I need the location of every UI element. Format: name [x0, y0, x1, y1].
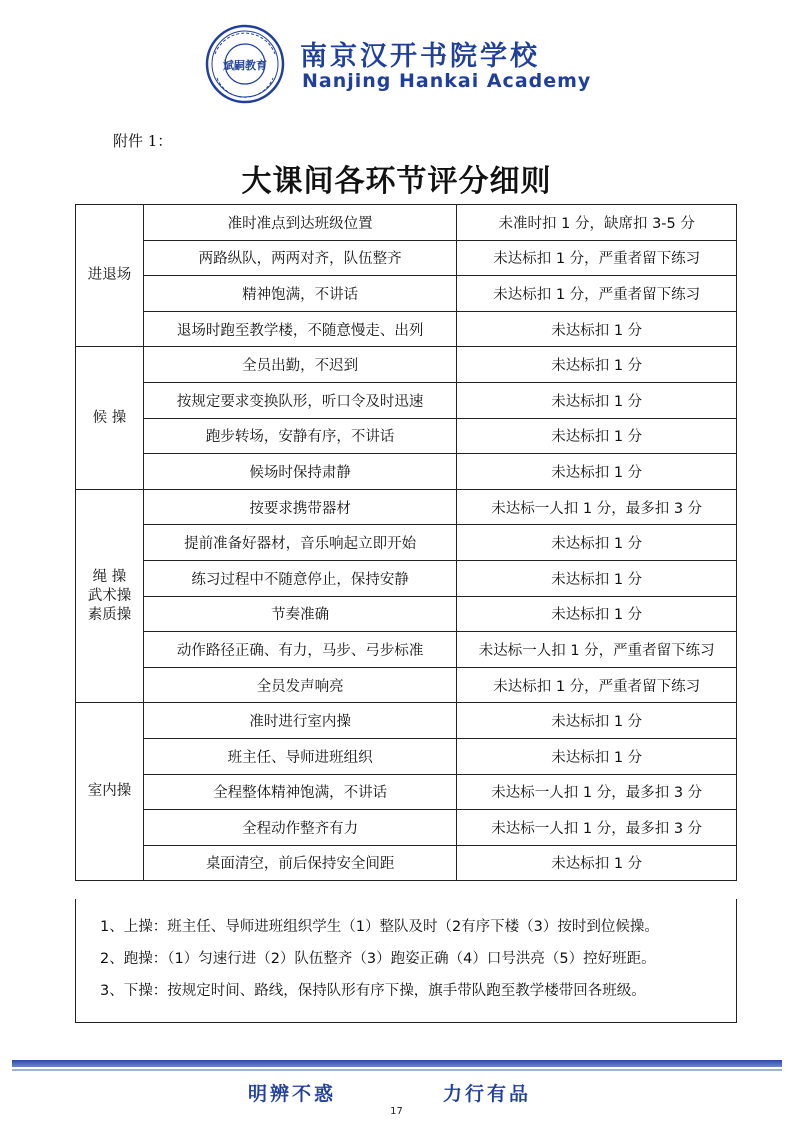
table-row — [76, 560, 737, 596]
deduction-cell: 未达标扣 1 分 — [457, 347, 737, 383]
criterion-cell: 提前准备好器材，音乐响起立即开始 — [143, 525, 457, 561]
category-cell: 进退场 — [76, 205, 144, 347]
criterion-cell: 桌面清空，前后保持安全间距 — [143, 845, 457, 881]
table-row — [76, 525, 737, 561]
deduction-cell: 未达标一人扣 1 分，最多扣 3 分 — [457, 774, 737, 810]
table-row — [76, 845, 737, 881]
deduction-cell: 未达标一人扣 1 分，最多扣 3 分 — [457, 489, 737, 525]
table-row — [76, 703, 737, 739]
category-cell: 室内操 — [76, 703, 144, 881]
table-row — [76, 418, 737, 454]
deduction-cell: 未达标扣 1 分 — [457, 454, 737, 490]
deduction-cell: 未达标扣 1 分 — [457, 311, 737, 347]
criterion-cell: 班主任、导师进班组织 — [143, 738, 457, 774]
footer-band-thin — [12, 1069, 782, 1071]
criterion-cell: 全程整体精神饱满，不讲话 — [143, 774, 457, 810]
category-line: 武术操 — [87, 587, 132, 604]
table-row — [76, 810, 737, 846]
note-line: 1、上操：班主任、导师进班组织学生（1）整队及时（2有序下楼（3）按时到位候操。 — [100, 919, 659, 935]
criterion-cell: 动作路径正确、有力，马步、弓步标准 — [143, 632, 457, 668]
document-title: 大课间各环节评分细则 — [241, 164, 552, 199]
deduction-cell: 未达标扣 1 分 — [457, 418, 737, 454]
deduction-cell: 未达标扣 1 分 — [457, 738, 737, 774]
deduction-cell: 未达标一人扣 1 分，最多扣 3 分 — [457, 810, 737, 846]
criterion-cell: 候场时保持肃静 — [143, 454, 457, 490]
criterion-cell: 退场时跑至教学楼，不随意慢走、出列 — [143, 311, 457, 347]
page-number: 17 — [390, 1106, 403, 1117]
table-row — [76, 632, 737, 668]
table-row — [76, 205, 737, 241]
criterion-cell: 准时准点到达班级位置 — [143, 205, 457, 241]
school-name-en: Nanjing Hankai Academy — [302, 70, 592, 92]
table-row — [76, 382, 737, 418]
criterion-cell: 全程动作整齐有力 — [143, 810, 457, 846]
deduction-cell: 未达标扣 1 分，严重者留下练习 — [457, 276, 737, 312]
category-cell: 候 操 — [76, 347, 144, 489]
table-row — [76, 596, 737, 632]
criterion-cell: 节奏准确 — [143, 596, 457, 632]
table-row — [76, 489, 737, 525]
table-row — [76, 454, 737, 490]
school-name-cn: 南京汉开书院学校 — [300, 41, 540, 72]
svg-text:斌嗣教育: 斌嗣教育 — [223, 59, 267, 72]
deduction-cell: 未达标扣 1 分 — [457, 560, 737, 596]
note-line: 2、跑操：（1）匀速行进（2）队伍整齐（3）跑姿正确（4）口号洪亮（5）控好班距。 — [100, 951, 656, 967]
notes-box — [75, 899, 737, 1023]
criterion-cell: 全员出勤，不迟到 — [143, 347, 457, 383]
table-row — [76, 774, 737, 810]
scoring-table — [75, 204, 737, 881]
table-row — [76, 738, 737, 774]
deduction-cell: 未达标扣 1 分 — [457, 596, 737, 632]
note-line: 3、下操：按规定时间、路线，保持队形有序下操，旗手带队跑至教学楼带回各班级。 — [100, 983, 646, 999]
deduction-cell: 未达标扣 1 分 — [457, 525, 737, 561]
slogan-right: 力行有品 — [443, 1083, 532, 1105]
deduction-cell: 未达标扣 1 分，严重者留下练习 — [457, 240, 737, 276]
table-row — [76, 276, 737, 312]
criterion-cell: 精神饱满，不讲话 — [143, 276, 457, 312]
table-row — [76, 240, 737, 276]
criterion-cell: 全员发声响亮 — [143, 667, 457, 703]
slogan-left: 明辨不惑 — [248, 1083, 337, 1105]
table-row — [76, 311, 737, 347]
deduction-cell: 未达标扣 1 分 — [457, 845, 737, 881]
deduction-cell: 未达标扣 1 分，严重者留下练习 — [457, 667, 737, 703]
category-line: 绳 操 — [92, 568, 127, 585]
criterion-cell: 跑步转场，安静有序，不讲话 — [143, 418, 457, 454]
footer-band — [12, 1060, 782, 1067]
deduction-cell: 未达标扣 1 分 — [457, 703, 737, 739]
deduction-cell: 未达标一人扣 1 分，严重者留下练习 — [457, 632, 737, 668]
criterion-cell: 按规定要求变换队形，听口令及时迅速 — [143, 382, 457, 418]
criterion-cell: 两路纵队，两两对齐，队伍整齐 — [143, 240, 457, 276]
criterion-cell: 按要求携带器材 — [143, 489, 457, 525]
criterion-cell: 练习过程中不随意停止，保持安静 — [143, 560, 457, 596]
deduction-cell: 未准时扣 1 分，缺席扣 3-5 分 — [457, 205, 737, 241]
school-header — [205, 24, 605, 104]
attachment-label: 附件 1： — [113, 132, 173, 150]
table-row — [76, 667, 737, 703]
school-seal-logo — [205, 24, 285, 104]
deduction-cell: 未达标扣 1 分 — [457, 382, 737, 418]
category-cell — [76, 489, 144, 703]
criterion-cell: 准时进行室内操 — [143, 703, 457, 739]
table-row — [76, 347, 737, 383]
category-line: 素质操 — [87, 606, 132, 623]
